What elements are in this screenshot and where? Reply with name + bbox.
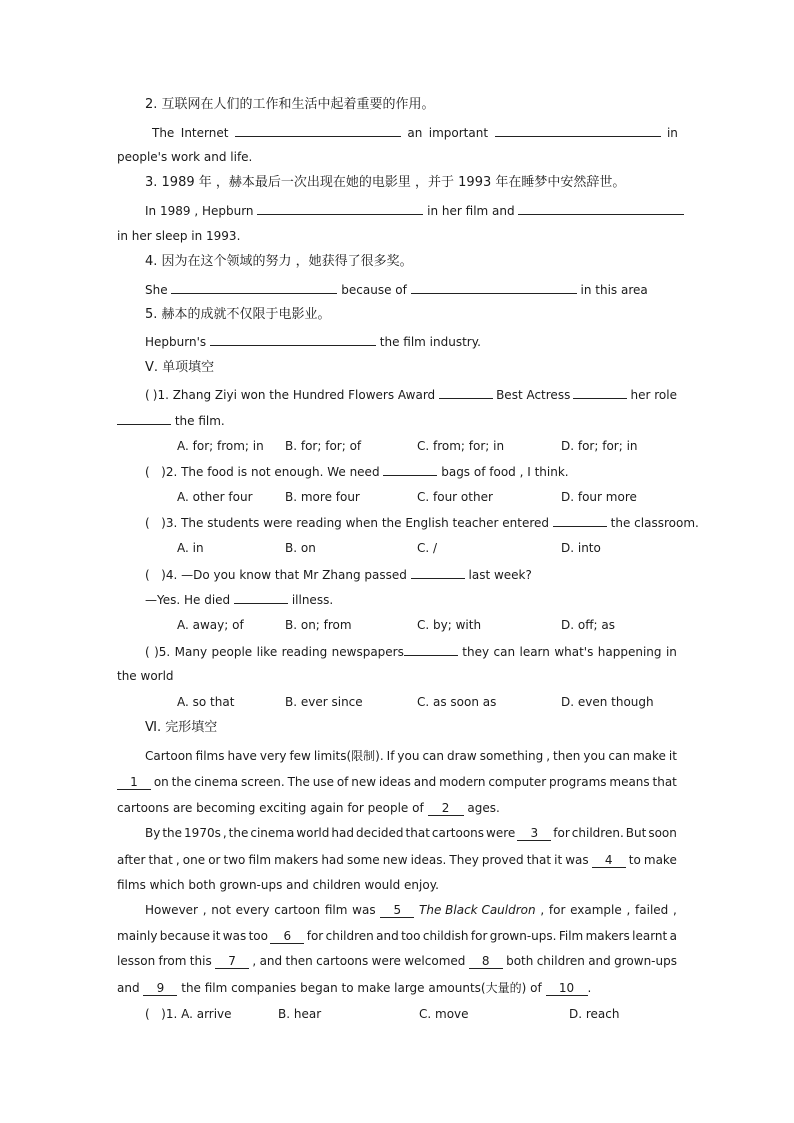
word: something bbox=[479, 749, 544, 763]
word: If bbox=[386, 749, 395, 763]
word: and bbox=[376, 929, 399, 943]
text: the film industry. bbox=[379, 335, 481, 349]
mc-q5-line bbox=[145, 643, 677, 660]
word: you bbox=[397, 749, 420, 763]
word: had bbox=[321, 853, 344, 867]
word: The bbox=[287, 775, 310, 789]
word: too bbox=[248, 929, 268, 943]
word: , bbox=[546, 749, 551, 763]
paren: ( bbox=[145, 1007, 150, 1021]
word: some bbox=[346, 853, 380, 867]
word: , bbox=[673, 903, 677, 917]
word: people bbox=[211, 645, 253, 659]
word: you bbox=[583, 749, 606, 763]
word: and bbox=[588, 954, 611, 968]
paren: ( bbox=[145, 645, 150, 659]
word: that bbox=[405, 826, 430, 840]
word: were bbox=[486, 826, 516, 840]
answer-blank[interactable] bbox=[234, 591, 288, 604]
word: too bbox=[401, 929, 421, 943]
word: to bbox=[628, 853, 641, 867]
word: learnt bbox=[632, 929, 668, 943]
word: cinema bbox=[194, 775, 239, 789]
word: makers bbox=[585, 929, 630, 943]
option-b[interactable]: B. ever since bbox=[285, 695, 363, 709]
word: for bbox=[470, 929, 488, 943]
word: after bbox=[117, 853, 146, 867]
word: that bbox=[148, 853, 173, 867]
word: use bbox=[312, 775, 334, 789]
word: They bbox=[449, 853, 479, 867]
paren: ( bbox=[145, 388, 150, 402]
word: were bbox=[371, 954, 401, 968]
word: of bbox=[336, 775, 349, 789]
answer-blank[interactable] bbox=[235, 124, 401, 137]
word: they bbox=[462, 645, 490, 659]
word: and bbox=[259, 954, 283, 968]
word: very bbox=[259, 749, 287, 763]
word: was bbox=[352, 903, 376, 917]
word: or bbox=[208, 853, 221, 867]
text: the film. bbox=[174, 414, 225, 428]
word: from bbox=[158, 954, 187, 968]
word: grown-ups bbox=[614, 954, 677, 968]
word: , bbox=[626, 903, 631, 917]
word: computer bbox=[488, 775, 547, 789]
cloze-p2-line1 bbox=[145, 825, 677, 841]
text: in this area bbox=[580, 283, 648, 297]
mc-q5-continuation: the world bbox=[117, 669, 174, 683]
word: proved bbox=[481, 853, 524, 867]
option-b[interactable]: B. on bbox=[285, 541, 316, 555]
option-d[interactable]: D. four more bbox=[561, 490, 637, 504]
cloze-blank-7[interactable]: 7 bbox=[215, 954, 249, 969]
word: Film bbox=[558, 929, 584, 943]
word: then bbox=[285, 954, 313, 968]
cloze-p3-line2 bbox=[117, 928, 677, 944]
answer-blank[interactable] bbox=[553, 514, 607, 527]
word: soon bbox=[648, 826, 677, 840]
word: was bbox=[222, 929, 247, 943]
word: cartoon bbox=[274, 903, 321, 917]
word: that bbox=[652, 775, 677, 789]
question-text: )5. bbox=[154, 645, 171, 659]
word: have bbox=[227, 749, 257, 763]
cloze-q1-line bbox=[145, 1006, 232, 1022]
text: She bbox=[145, 283, 168, 297]
word: , bbox=[202, 903, 207, 917]
word: in bbox=[665, 645, 677, 659]
word: ideas. bbox=[410, 853, 447, 867]
cloze-p2-line2 bbox=[117, 852, 677, 868]
q5-chinese: 5. 赫本的成就不仅限于电影业。 bbox=[145, 307, 331, 322]
answer-blank[interactable] bbox=[573, 386, 627, 399]
question-text: )1. Zhang Ziyi won the Hundred Flowers Award bbox=[152, 388, 436, 402]
word: welcomed bbox=[404, 954, 466, 968]
cloze-p3-line3 bbox=[117, 953, 677, 969]
mc-q1-line bbox=[145, 386, 677, 403]
word: example bbox=[570, 903, 622, 917]
word: this bbox=[189, 954, 212, 968]
cloze-p1-line1 bbox=[145, 748, 677, 764]
cloze-p1-line2 bbox=[117, 774, 677, 790]
text: In 1989 , Hepburn bbox=[145, 204, 254, 218]
option-c[interactable]: C. by; with bbox=[417, 618, 482, 632]
paren: ( bbox=[145, 568, 150, 582]
word: limits(限制). bbox=[313, 749, 384, 763]
text: ages. bbox=[467, 801, 500, 815]
word: that bbox=[526, 853, 552, 867]
text: illness. bbox=[291, 593, 334, 607]
answer-blank[interactable] bbox=[495, 124, 661, 137]
word: childish bbox=[422, 929, 469, 943]
word: newspapers bbox=[331, 645, 404, 659]
text: last week? bbox=[468, 568, 532, 582]
option-d[interactable]: D. into bbox=[561, 541, 601, 555]
word: children bbox=[325, 929, 374, 943]
text: in her film and bbox=[427, 204, 515, 218]
word: Internet bbox=[180, 126, 229, 140]
word: , bbox=[175, 853, 180, 867]
word: mainly bbox=[117, 929, 158, 943]
word: film bbox=[248, 853, 272, 867]
q3-chinese: 3. 1989 年 ，赫本最后一次出现在她的电影里 ，并于 1993 年在睡梦中安然辞世。 bbox=[145, 175, 626, 190]
word: means bbox=[609, 775, 650, 789]
q5-english-line bbox=[145, 333, 481, 350]
word: what's bbox=[554, 645, 594, 659]
word: in bbox=[666, 126, 678, 140]
word: make bbox=[632, 749, 666, 763]
answer-blank[interactable] bbox=[439, 386, 493, 399]
word: can bbox=[422, 749, 445, 763]
cloze-blank-6[interactable]: 6 bbox=[270, 929, 304, 944]
word: the bbox=[162, 826, 183, 840]
mc-q4-line2 bbox=[145, 591, 333, 608]
word: screen. bbox=[241, 775, 285, 789]
text: and bbox=[117, 981, 140, 995]
text: bags of food , I think. bbox=[441, 465, 569, 479]
word: grown-ups. bbox=[489, 929, 557, 943]
word: new bbox=[382, 853, 408, 867]
word: However bbox=[145, 903, 198, 917]
word: By bbox=[145, 826, 161, 840]
text: . bbox=[587, 981, 592, 995]
q3-english-line bbox=[145, 202, 684, 219]
text: —Yes. He died bbox=[145, 593, 231, 607]
word: for bbox=[548, 903, 566, 917]
paren: ( bbox=[145, 465, 150, 479]
question-text: )4. —Do you know that Mr Zhang passed bbox=[161, 568, 407, 582]
word: cartoons bbox=[316, 954, 369, 968]
text: her role bbox=[630, 388, 677, 402]
word: then bbox=[553, 749, 581, 763]
cloze-blank-5[interactable]: 5 bbox=[380, 903, 414, 918]
mc-q1-continuation bbox=[117, 412, 225, 429]
word: because bbox=[159, 929, 210, 943]
word: make bbox=[643, 853, 677, 867]
word: , bbox=[540, 903, 545, 917]
cloze-blank-4[interactable]: 4 bbox=[592, 853, 626, 868]
word: every bbox=[235, 903, 270, 917]
word: , bbox=[222, 826, 227, 840]
cloze-p3-line4 bbox=[117, 980, 591, 996]
option-c[interactable]: C. four other bbox=[417, 490, 493, 504]
answer-blank[interactable] bbox=[411, 566, 465, 579]
word: failed bbox=[635, 903, 669, 917]
answer-blank[interactable] bbox=[210, 333, 376, 346]
q2-english-line bbox=[152, 124, 678, 141]
word: a bbox=[669, 929, 677, 943]
text: Best Actress bbox=[496, 388, 571, 402]
option-d[interactable]: D. reach bbox=[569, 1007, 620, 1021]
word: the bbox=[228, 826, 249, 840]
word: draw bbox=[447, 749, 477, 763]
answer-blank[interactable] bbox=[117, 412, 171, 425]
q4-chinese: 4. 因为在这个领域的努力 ，她获得了很多奖。 bbox=[145, 254, 413, 269]
answer-blank[interactable] bbox=[411, 281, 577, 294]
option-d[interactable]: D. even though bbox=[561, 695, 654, 709]
cloze-blank-8[interactable]: 8 bbox=[469, 954, 503, 969]
answer-blank[interactable] bbox=[518, 202, 684, 215]
word: can bbox=[608, 749, 630, 763]
word: it bbox=[212, 929, 221, 943]
word: both bbox=[506, 954, 534, 968]
word: film bbox=[324, 903, 348, 917]
mc-q2-line bbox=[145, 463, 569, 480]
film-title: The Black Cauldron bbox=[419, 903, 536, 917]
word: The bbox=[152, 126, 175, 140]
text: the classroom. bbox=[610, 516, 699, 530]
word: children. bbox=[571, 826, 624, 840]
word: But bbox=[625, 826, 647, 840]
word: new bbox=[351, 775, 377, 789]
mc-q3-line bbox=[145, 514, 699, 531]
word: and bbox=[413, 775, 437, 789]
text: because of bbox=[341, 283, 407, 297]
answer-blank[interactable] bbox=[404, 643, 458, 656]
word: Many bbox=[174, 645, 208, 659]
word: had bbox=[331, 826, 354, 840]
question-text: )2. The food is not enough. We need bbox=[161, 465, 380, 479]
option-c[interactable]: C. as soon as bbox=[417, 695, 497, 709]
word: 1970s bbox=[184, 826, 221, 840]
answer-blank[interactable] bbox=[257, 202, 423, 215]
option-d[interactable]: D. for; for; in bbox=[561, 439, 638, 453]
paren: ( bbox=[145, 516, 150, 530]
cloze-p2-line3: films which both grown-ups and children would enjoy. bbox=[117, 878, 439, 892]
word: decided bbox=[355, 826, 404, 840]
option-a[interactable]: A. for; from; in bbox=[177, 439, 264, 453]
option-b[interactable]: B. for; for; of bbox=[285, 439, 362, 453]
option-b[interactable]: B. hear bbox=[278, 1007, 322, 1021]
word: was bbox=[565, 853, 589, 867]
word: can bbox=[493, 645, 516, 659]
text: the film companies began to make large amounts(大量的) of bbox=[181, 981, 542, 995]
section-6-title: Ⅵ. 完形填空 bbox=[145, 720, 218, 735]
option-c[interactable]: C. move bbox=[419, 1007, 469, 1021]
answer-blank[interactable] bbox=[171, 281, 337, 294]
q2-chinese: 2. 互联网在人们的工作和生活中起着重要的作用。 bbox=[145, 97, 435, 112]
answer-blank[interactable] bbox=[383, 463, 437, 476]
word: learn bbox=[519, 645, 550, 659]
text: cartoons are becoming exciting again for people of bbox=[117, 801, 424, 815]
word: for bbox=[306, 929, 324, 943]
cloze-blank-2[interactable]: 2 bbox=[428, 801, 464, 816]
word: Cartoon bbox=[145, 749, 193, 763]
text: Hepburn's bbox=[145, 335, 207, 349]
cloze-p1-line3 bbox=[117, 800, 500, 816]
cloze-blank-10[interactable]: 10 bbox=[546, 981, 588, 996]
word: one bbox=[182, 853, 206, 867]
word: cartoons bbox=[431, 826, 485, 840]
word: the bbox=[171, 775, 192, 789]
cloze-blank-1[interactable]: 1 bbox=[117, 775, 151, 790]
option-c[interactable]: C. / bbox=[417, 541, 438, 555]
cloze-blank-3[interactable]: 3 bbox=[517, 826, 551, 841]
section-5-title: Ⅴ. 单项填空 bbox=[145, 360, 215, 375]
option-a[interactable]: )1. A. arrive bbox=[161, 1007, 232, 1021]
word: few bbox=[289, 749, 311, 763]
option-a[interactable]: A. other four bbox=[177, 490, 253, 504]
word: cinema bbox=[250, 826, 295, 840]
word: children bbox=[536, 954, 585, 968]
word: world bbox=[296, 826, 330, 840]
option-b[interactable]: B. more four bbox=[285, 490, 360, 504]
word: for bbox=[553, 826, 570, 840]
word: modern bbox=[439, 775, 486, 789]
cloze-blank-9[interactable]: 9 bbox=[143, 981, 177, 996]
option-d[interactable]: D. off; as bbox=[561, 618, 615, 632]
word: like bbox=[256, 645, 278, 659]
question-text: )3. The students were reading when the English teacher entered bbox=[161, 516, 550, 530]
word: programs bbox=[549, 775, 607, 789]
word: lesson bbox=[117, 954, 156, 968]
word: reading bbox=[281, 645, 328, 659]
word: films bbox=[195, 749, 225, 763]
option-a[interactable]: A. away; of bbox=[177, 618, 244, 632]
word: it bbox=[668, 749, 677, 763]
word: two bbox=[223, 853, 246, 867]
option-a[interactable]: A. in bbox=[177, 541, 204, 555]
word: , bbox=[252, 954, 257, 968]
mc-q4-line bbox=[145, 566, 532, 583]
word: on bbox=[153, 775, 169, 789]
q3-continuation: in her sleep in 1993. bbox=[117, 229, 241, 243]
option-a[interactable]: A. so that bbox=[177, 695, 235, 709]
q2-continuation: people's work and life. bbox=[117, 150, 253, 164]
q4-english-line bbox=[145, 281, 648, 298]
word: happening bbox=[597, 645, 662, 659]
option-c[interactable]: C. from; for; in bbox=[417, 439, 505, 453]
word: not bbox=[211, 903, 231, 917]
word: an bbox=[407, 126, 423, 140]
word: it bbox=[554, 853, 563, 867]
word: important bbox=[428, 126, 489, 140]
option-b[interactable]: B. on; from bbox=[285, 618, 352, 632]
cloze-p3-line1 bbox=[145, 902, 677, 918]
word: makers bbox=[274, 853, 319, 867]
word: ideas bbox=[378, 775, 411, 789]
